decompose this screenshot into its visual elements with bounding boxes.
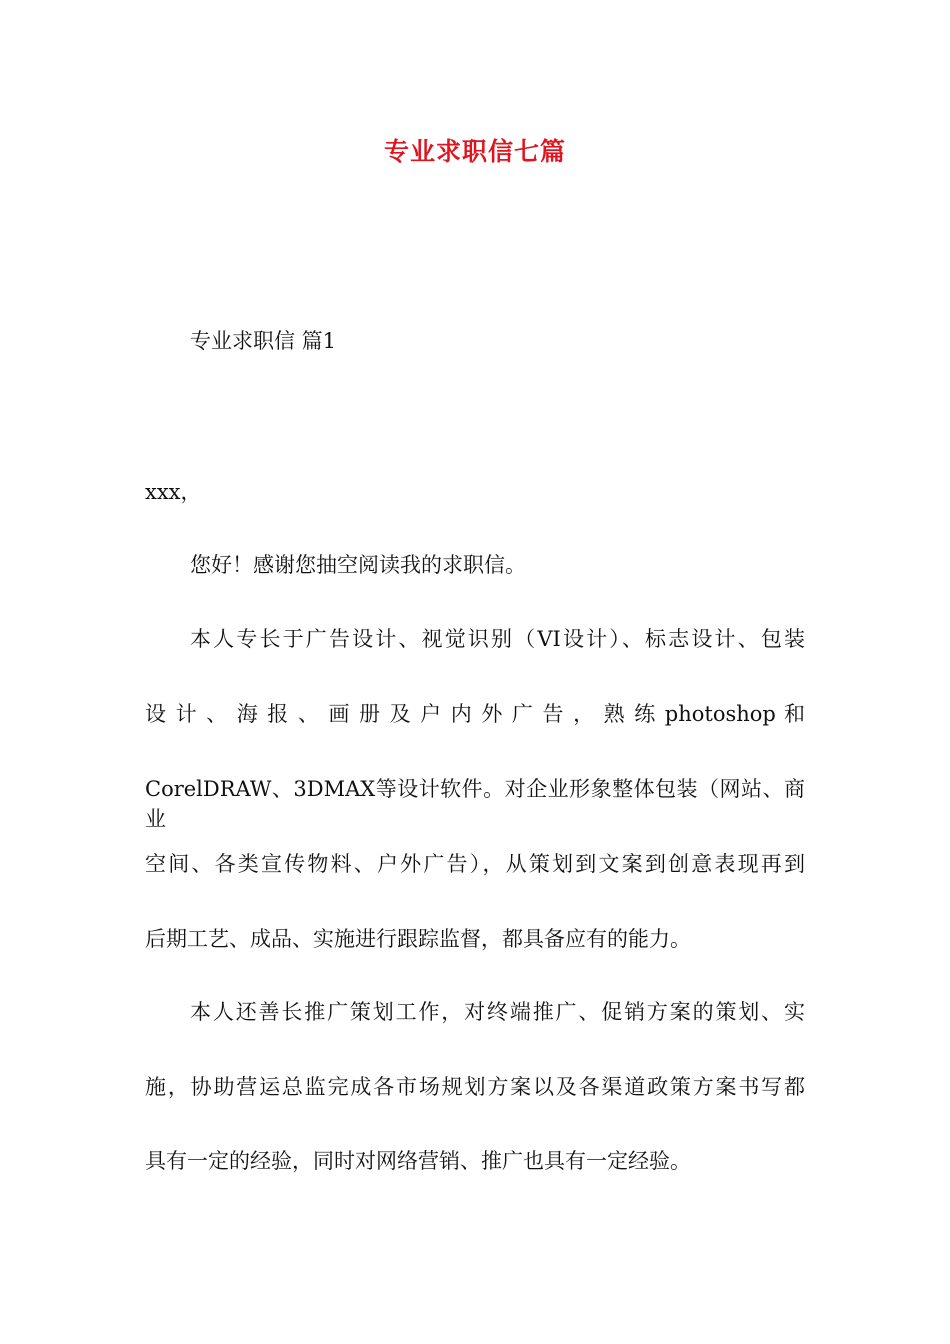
paragraph-line: 具有一定的经验，同时对网络营销、推广也具有一定经验。 <box>145 1149 691 1173</box>
paragraph-line-greeting: 您好！感谢您抽空阅读我的求职信。 <box>190 553 526 577</box>
paragraph-line: 空间、各类宣传物料、户外广告），从策划到文案到创意表现再到 <box>145 852 805 876</box>
paragraph-line: 施，协助营运总监完成各市场规划方案以及各渠道政策方案书写都 <box>145 1075 805 1099</box>
salutation: xxx， <box>145 480 202 504</box>
paragraph-line: CorelDRAW、3DMAX等设计软件。对企业形象整体包装（网站、商业 <box>145 777 805 831</box>
paragraph-line: 本人还善长推广策划工作，对终端推广、促销方案的策划、实 <box>190 1000 805 1024</box>
paragraph-line: 本人专长于广告设计、视觉识别（VI设计）、标志设计、包装 <box>190 627 805 651</box>
section-heading: 专业求职信 篇1 <box>190 329 337 353</box>
paragraph-line: 设 计 、 海 报 、 画 册 及 户 内 外 广 告 ， 熟 练 photoshop 和 <box>145 702 805 726</box>
paragraph-line: 后期工艺、成品、实施进行跟踪监督，都具备应有的能力。 <box>145 927 691 951</box>
document-title: 专业求职信七篇 <box>383 137 566 166</box>
